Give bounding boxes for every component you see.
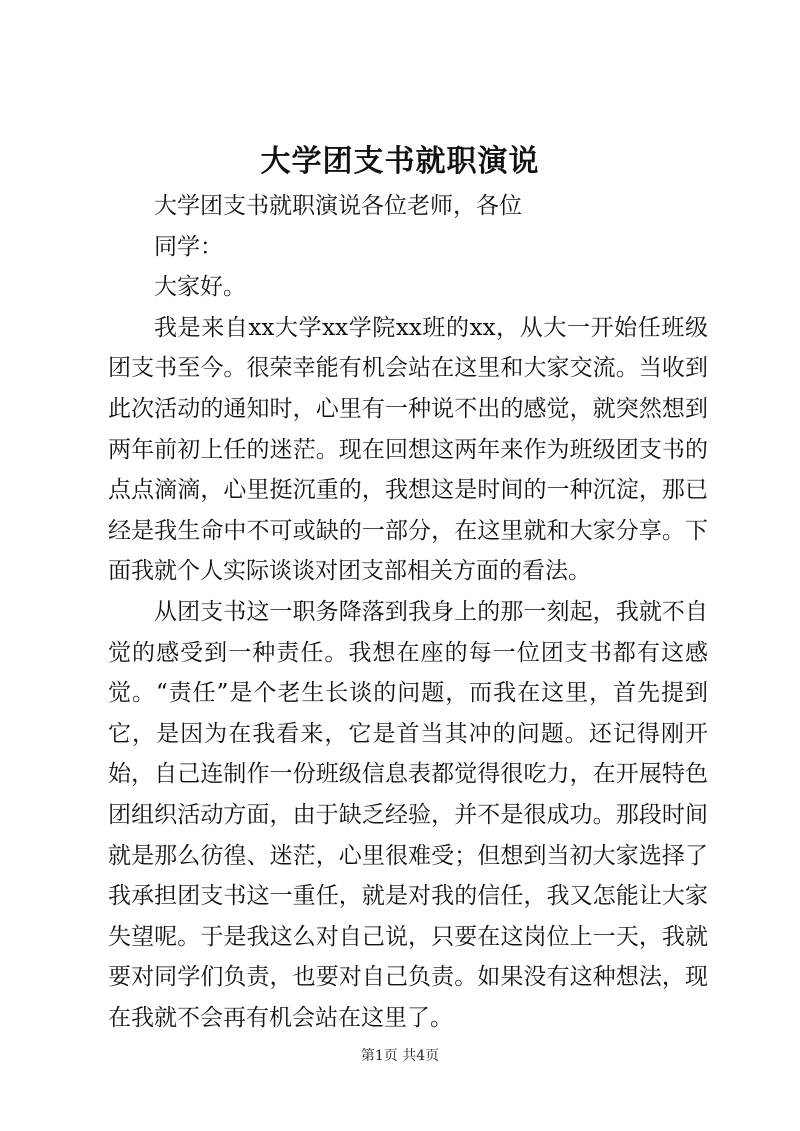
page-footer: 第1页 共4页 [360, 1048, 440, 1064]
paragraph-opening: 大学团支书就职演说各位老师，各位 [154, 193, 522, 219]
document-body [108, 186, 708, 1038]
paragraph-salutation: 同学： [154, 233, 223, 260]
paragraph-responsibility: 从团支书这一职务降落到我身上的那一刻起，我就不自觉的感受到一种责任。我想在座的每一位团支书都有这感觉。“责任”是个老生长谈的问题，而我在这里，首先提到它，是因为在我看来，它是首当其冲的问题。还记得刚开始，自己连制作一份班级信息表都觉得很吃力，在开展特色团组织活动方面，由于缺乏经验，并不是很成功。那段时间就是那么彷徨、迷茫，心里很难受；但想到当初大家选择了我承担团支书这一重任，就是对我的信任，我又怎能让大家失望呢。于是我这么对自己说，只要在这岗位上一天，我就要对同学们负责，也要对自己负责。如果没有这种想法，现在我就不会再有机会站在这里了。 [108, 598, 708, 1031]
paragraph-greeting: 大家好。 [154, 274, 246, 301]
document-title: 大学团支书就职演说 [260, 144, 540, 179]
paragraph-introduction: 我是来自xx大学xx学院xx班的xx，从大一开始任班级团支书至今。很荣幸能有机会站在这里和大家交流。当收到此次活动的通知时，心里有一种说不出的感觉，就突然想到两年前初上任的迷茫。现在回想这两年来作为班级团支书的点点滴滴，心里挺沉重的，我想这是时间的一种沉淀，那已经是我生命中不可或缺的一部分，在这里就和大家分享。下面我就个人实际谈谈对团支部相关方面的看法。 [108, 314, 708, 585]
